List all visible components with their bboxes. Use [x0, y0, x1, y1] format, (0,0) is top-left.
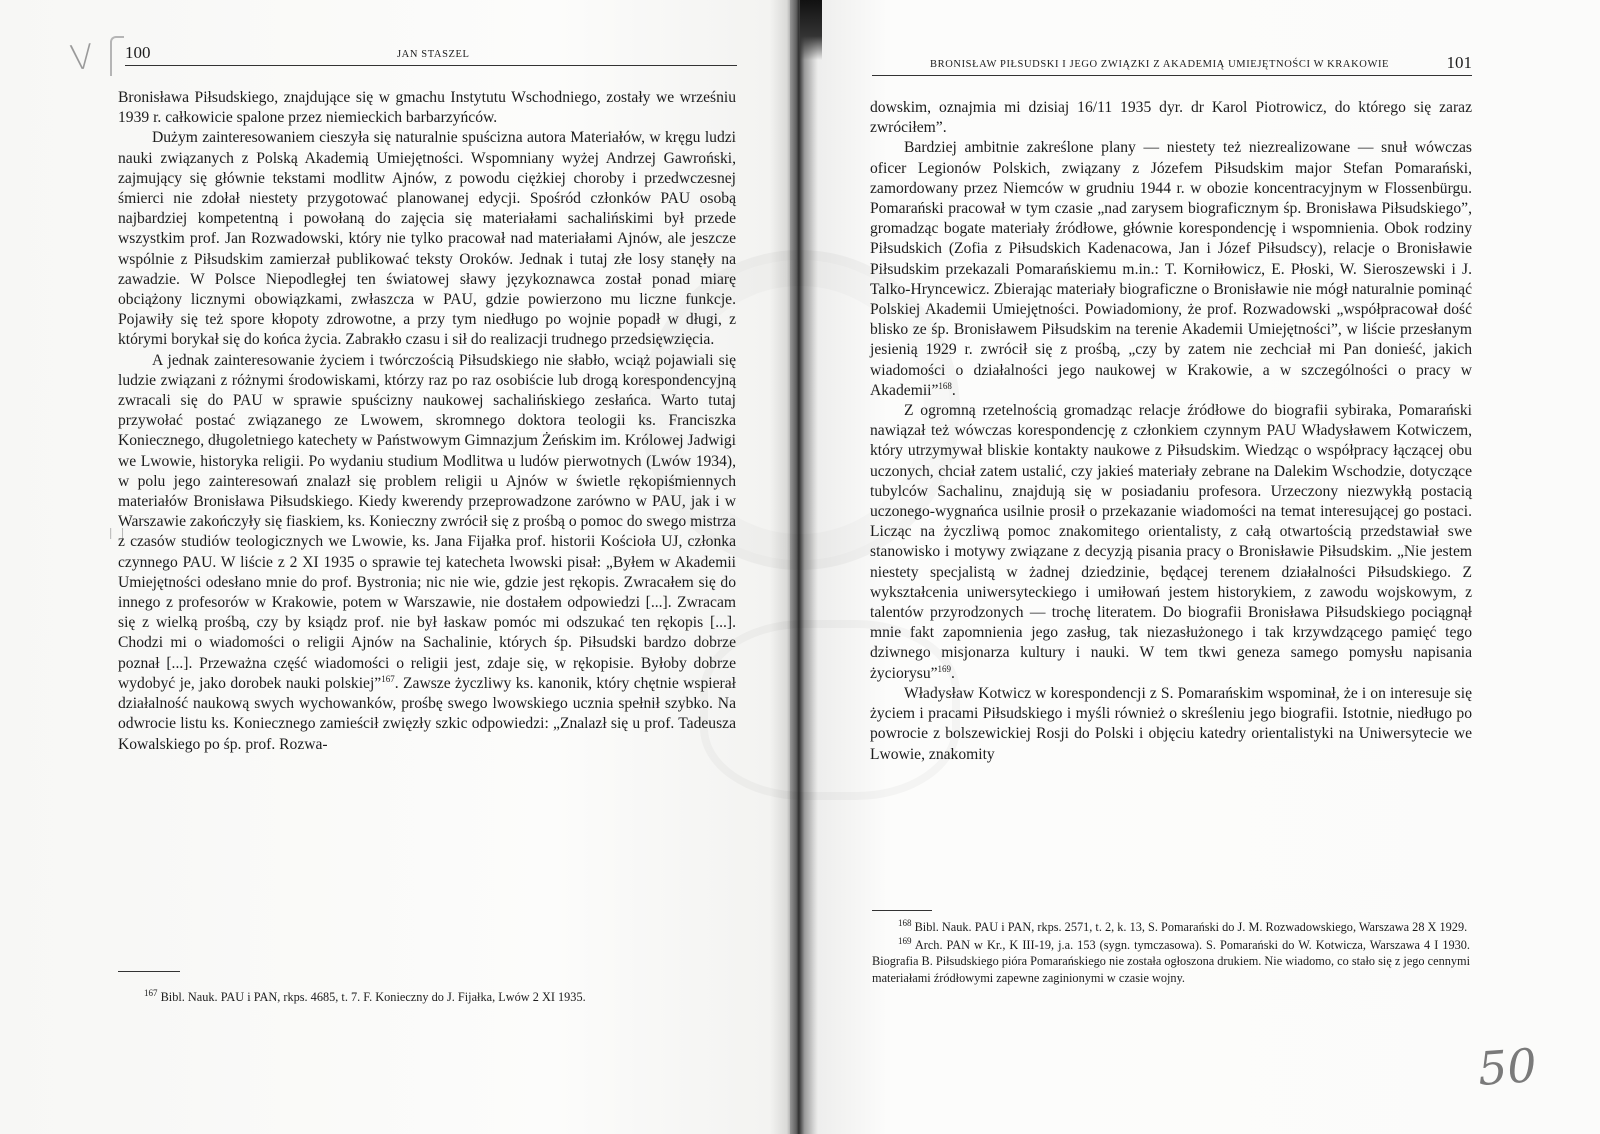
book-gutter-shadow [770, 0, 818, 1134]
paragraph-text: Dużym zainteresowaniem cieszyła się naturalnie spuścizna autora Materiałów, w kręgu ludzi nauki związanych z Polską Akademią Umiejętności. Wspomniany wyżej Andrzej Gawroński, zajmujący się głównie tekstami modlitw Ajnów, z powodu ciężkiej choroby i przedwczesnej śmierci nie zdołał niestety przygotować planowanej edycji. Spośród członków PAU osobą najbardziej kompetentną i powołaną do zajęcia się materiałami sachalińskimi był przede wszystkim prof. Jan Rozwadowski, który nie tylko pracował nad materiałami Ajnów, ale jeszcze wspólnie z Piłsudskim zamierzał publikować teksty Oroków. Jednak i tutaj złe losy stanęły na zawadzie. W Polsce Niepodległej ten światowej sławy językoznawca został ponad miarę obciążony licznymi obowiązkami, zwłaszcza w PAU, gdzie powierzono mu liczne funkcje. Pojawiły się też spore kłopoty zdrowotne, a przy tym niedługo po wojnie popadł w długi, z którymi borykał się do końca życia. Zabrakło czasu i sił do realizacji trudnego przedsięwzięcia. [118, 129, 736, 349]
paragraph-text: Bronisława Piłsudskiego, znajdujące się w gmachu Instytutu Wschodniego, zostały we wrześniu 1939 r. całkowicie spalone przez niemieckich barbarzyńców. [118, 89, 736, 127]
paragraph-text: Władysław Kotwicz w korespondencji z S. Pomarańskim wspominał, że i on interesuje się życiem i pracami Piłsudskiego i myśli również o skreśleniu jego biografii. Istotnie, niedługo po powrocie z bolszewickiej Rosji do Polski i objęciu katedry orientalistyki na Uniwersytecie we Lwowie, znakomity [870, 684, 1472, 763]
right-page-number: 101 [1446, 53, 1472, 72]
book-gutter-dark-edge [800, 0, 822, 60]
right-footnote-rule [872, 910, 932, 911]
library-stamp-watermark-lower [700, 620, 960, 800]
paragraph-text: Bardziej ambitnie zakreślone plany — niestety też niezrealizowane — snuł wówczas oficer Legionów Polskich, związany z Józefem Piłsudskim major Stefan Pomarański, zamordowany przez Niemców w grudniu 1944 r. w obozie koncentracyjnym w Flossenbürgu. Pomarański pracował w tym czasie „nad zarysem biograficznym śp. Bronisława Piłsudskiego”, gromadząc bogate materiały źródłowe, głównie korespondencję i wspomnienia. Obok rodziny Piłsudskich (Zofia z Piłsudskich Kadenacowa, Jan i Józef Piłsudscy), relacje o Bronisławie Piłsudskim przekazali Pomarańskiemu m.in.: T. Korniłowicz, E. Płoski, W. Sieroszewski i J. Talko-Hryncewicz. Zbierając materiały biograficzne o Bronisławie nie mógł naturalnie pominąć Polskiej Akademii Umiejętności. Powiadomiony, że prof. Rozwadowski „współpracował dość blisko ze śp. Bronisławem Piłsudskim na terenie Akademii Umiejętności”, w liście przesłanym jesienią 1929 r. zwrócił się z prośbą, „czy by zatem nie zechciał mi Pan donieść, jakich wiadomości o działalności jego naukowej w Krakowie, a w szczególności o pracy w Akademii” [870, 139, 1472, 399]
paragraph-text: A jednak zainteresowanie życiem i twórczością Piłsudskiego nie słabło, wciąż pojawiali się ludzie związani z różnymi środowiskami, którzy raz po raz osobiście lub drogą korespondencyjną zwracali się do PAU w sprawie spuścizny naukowej sachalińskiego zesłańca. Warto tutaj przywołać postać związanego ze Lwowem, skromnego doktora teologii ks. Franciszka Koniecznego, długoletniego katechety w Państwowym Gimnazjum Żeńskim im. Królowej Jadwigi we Lwowie, historyka religii. Po wydaniu studium Modlitwa u ludów pierwotnych (Lwów 1934), w polu jego zainteresowań znalazł się problem religii u Ajnów w świetle rękopiśmiennych materiałów Bronisława Piłsudskiego. Kiedy kwerendy przeprowadzone zarówno w PAU, jak i w Warszawie zakończyły się fiaskiem, ks. Konieczny zwrócił się z prośbą o pomoc do swego mistrza z czasów studiów teologicznych we Lwowie, ks. Jana Fijałka prof. historii Kościoła UJ, członka czynnego PAU. W liście z 2 XI 1935 o sprawie tej katecheta lwowski pisał: „Byłem w Akademii Umiejętności odesłano mnie do prof. Bystronia; nic nie wie, gdzie jest rękopis. Zwracałem się do innego z profesorów w Krakowie, potem w Warszawie, nie dostałem odpowiedzi [...]. Zwracam się z wielką prośbą, czy by ksiądz prof. nie był łaskaw pomóc mi odszukać ten rękopis [...]. Chodzi mi o wiadomości o religii Ajnów na Sachalinie, których śp. Piłsudski bardzo dobrze poznał [...]. Przeważna część wiadomości o religii jest, zdaje się, w rękopisie. Byłoby dobrze wydobyć je, jako dorobek nauki polskiej” [118, 351, 736, 692]
pencil-tick-mark: ı ı [108, 520, 126, 544]
pencil-bracket-mark [110, 36, 124, 76]
footnote-reference: 168 [938, 380, 952, 391]
right-body-text [870, 98, 1472, 765]
paragraph [870, 684, 1472, 765]
footnote-text: Bibl. Nauk. PAU i PAN, rkps. 2571, t. 2, k. 13, S. Pomarański do J. M. Rozwadowskiego, Warszawa 28 X 1929. [914, 920, 1468, 934]
left-page [0, 0, 790, 1134]
footnote-number: 169 [898, 935, 912, 946]
footnote-reference: 167 [381, 673, 395, 684]
footnote-text: Bibl. Nauk. PAU i PAN, rkps. 4685, t. 7. F. Konieczny do J. Fijałka, Lwów 2 XI 1935. [160, 990, 586, 1004]
footnote [118, 989, 718, 1006]
paragraph-text-continued: . Zawsze życzliwy ks. kanonik, który chętnie wspierał działalność naukową swych wychowanków, prośbę swego lwowskiego ucznia spełnił szybko. Na odwrocie listu ks. Koniecznego zamieścił zwięzły szkic odpowiedzi: „Znalazł się u prof. Tadeusza Kowalskiego po śp. prof. Rozwa- [118, 674, 736, 753]
paragraph [118, 128, 736, 350]
right-footnotes [872, 919, 1470, 986]
paragraph-text-continued: . [951, 381, 956, 399]
footnote-reference: 169 [937, 663, 952, 674]
paragraph [870, 138, 1472, 401]
pencil-folio-number: 50 [1476, 1038, 1539, 1096]
paragraph-text: dowskim, oznajmia mi dzisiaj 16/11 1935 dyr. dr Karol Piotrowicz, do którego się zaraz zwróciłem”. [870, 99, 1472, 137]
left-running-header [125, 42, 737, 66]
right-page [790, 0, 1600, 1134]
paragraph-text-continued: . [951, 664, 955, 682]
pencil-mark-v: V [67, 36, 96, 80]
footnote-text: Arch. PAN w Kr., K III-19, j.a. 153 (sygn. tymczasowa). S. Pomarański do W. Kotwicza, Warszawa 4 I 1930. Biografia B. Piłsudskiego pióra Pomarańskiego nie została ogłoszona drukiem. Nie wiadomo, co stało się z jego cennymi materiałami źródłowymi zapewne zaginionymi w czasie wojny. [872, 937, 1470, 985]
footnote [872, 937, 1470, 987]
left-page-number: 100 [125, 43, 151, 62]
left-footnote-rule [118, 971, 180, 972]
footnote-number: 167 [144, 987, 158, 998]
left-running-head: JAN STASZEL [397, 49, 470, 60]
paragraph [870, 98, 1472, 138]
footnote [872, 919, 1470, 936]
paragraph-text: Z ogromną rzetelnością gromadząc relacje źródłowe do biografii sybiraka, Pomarański nawiązał też wówczas korespondencję z członkiem czynnym PAU Władysławem Kotwiczem, który utrzymywał bliskie kontakty naukowe z Piłsudskim. Wiedząc o współpracy łączącej obu uczonych, chciał zatem ustalić, czy jakieś materiały zebrane na Dalekim Wschodzie, dotyczące tubylców Sachalinu, znajdują się w posiadaniu profesora. Urzeczony niezwykłą postacią uczonego-wygnańca usilnie prosił o przekazanie wiadomości na temat interesującej go postaci. Licząc na życzliwą pomoc znakomitego orientalisty, z całą otwartością przedstawiał swe stanowisko i motywy związane z decyzją pisania pracy o Bronisławie Piłsudskim. „Nie jestem niestety specjalistą w żadnej dziedzinie, będącej terenem działalności Piłsudskiego. Z wykształcenia uniwersyteckiego i umiłowań jestem historykiem, z zawodu wojskowym, z talentów przyrodzonych — trochę literatem. Do biografii Bronisława Piłsudskiego pociągnął mnie fakt zapomnienia jego zasług, tak niezasłużonego i tak krzywdzącego pamięć tego dziwnego misjonarza kultury i nauki. W tem tkwi geneza samego pomysłu napisania życiorysu” [870, 402, 1472, 682]
right-running-head: BRONISŁAW PIŁSUDSKI I JEGO ZWIĄZKI Z AKADEMIĄ UMIEJĘTNOŚCI W KRAKOWIE [930, 59, 1390, 70]
paragraph [118, 88, 736, 128]
right-running-header [872, 52, 1472, 76]
left-footnotes [118, 989, 718, 1006]
paragraph [870, 401, 1472, 684]
footnote-number: 168 [898, 917, 912, 928]
